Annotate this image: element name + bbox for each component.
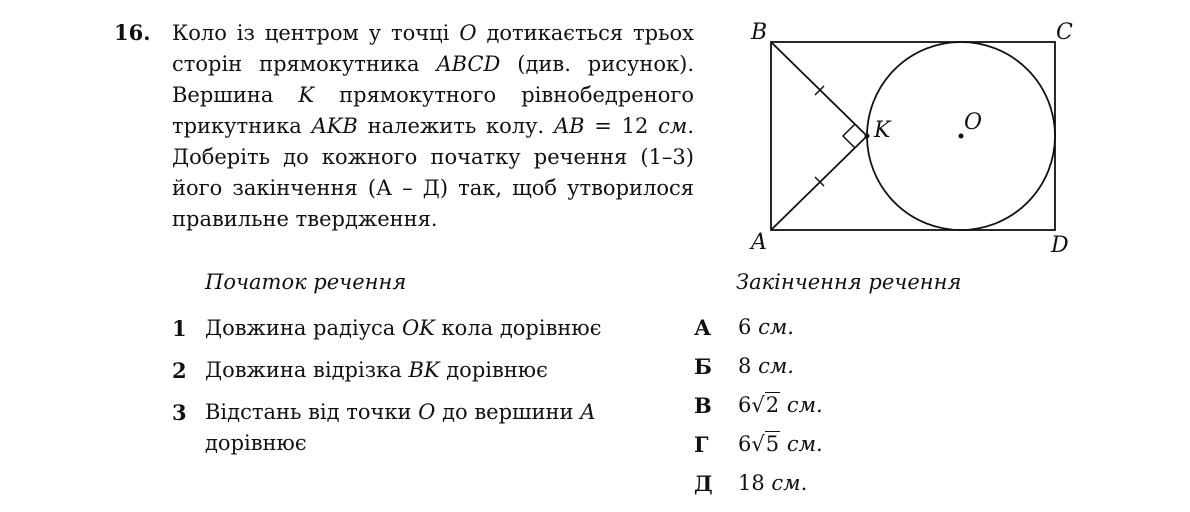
text-fragment: O (418, 400, 436, 424)
problem-line (172, 18, 694, 49)
label-d: D (1051, 233, 1069, 258)
text-fragment: A (580, 400, 596, 424)
text-fragment: OK (401, 316, 435, 340)
segment-ak (771, 136, 867, 230)
radicand: 5 (765, 432, 780, 456)
text-fragment: Довжина відрізка (205, 358, 409, 382)
sentence-ending-item (694, 468, 823, 507)
rectangle-abcd (771, 42, 1055, 230)
point-k (865, 134, 870, 139)
item-letter: В (694, 393, 712, 418)
text-fragment: Довжина радіуса (205, 316, 402, 340)
answer-value: 6 (738, 432, 752, 456)
problem-number: 16. (114, 20, 151, 45)
text-fragment: до вершини (435, 400, 581, 424)
sentence-ending-item (694, 351, 823, 390)
radical-sign-icon: √ (751, 393, 765, 417)
text-fragment: Коло із центром у точці (172, 21, 460, 45)
problem-line (172, 142, 694, 173)
point-o (959, 134, 964, 139)
radicand: 2 (765, 393, 780, 417)
text-fragment: дорівнює (205, 431, 307, 455)
problem-line (172, 173, 694, 204)
sentence-ending-item (694, 312, 823, 351)
unit-label: см. (771, 471, 808, 495)
text-fragment: AKB (311, 114, 358, 138)
item-letter: Б (694, 354, 712, 379)
unit-label: см. (758, 315, 794, 339)
text-fragment: O (459, 21, 477, 45)
problem-line (172, 49, 694, 80)
right-angle-marker (843, 124, 855, 148)
square-root (751, 392, 780, 417)
label-k: K (874, 118, 891, 143)
sentence-start-item (172, 397, 642, 459)
label-o: O (964, 110, 983, 135)
square-root (751, 431, 780, 456)
answer-value: 18 (738, 471, 765, 495)
label-c: C (1056, 20, 1073, 45)
unit-label: см. (786, 393, 823, 417)
item-number: 3 (172, 400, 187, 425)
text-fragment: AB (553, 114, 585, 138)
unit-label: см. (758, 354, 794, 378)
answer-value: 6 (738, 393, 752, 417)
text-fragment: правильне твердження. (172, 207, 438, 231)
sentence-start-item (172, 313, 642, 344)
item-number: 1 (172, 316, 187, 341)
sentence-endings-list (694, 312, 823, 507)
text-fragment: BK (408, 358, 440, 382)
text-fragment: см. (658, 114, 694, 138)
problem-line (172, 80, 694, 111)
answer-value: 8 (738, 354, 752, 378)
text-fragment: Відстань від точки (205, 400, 419, 424)
geometry-figure (740, 15, 1085, 260)
item-letter: А (694, 315, 712, 340)
label-b: B (751, 20, 768, 45)
problem-line (172, 111, 694, 142)
text-fragment: ABCD (436, 52, 501, 76)
unit-label: см. (786, 432, 823, 456)
label-a: A (751, 230, 767, 255)
item-letter: Г (694, 432, 709, 457)
text-fragment: трикутника (172, 114, 312, 138)
text-fragment: K (298, 83, 315, 107)
ends-heading: Закінчення речення (736, 270, 962, 294)
segment-bk (771, 42, 867, 136)
sentence-start-item (172, 355, 642, 386)
text-fragment: його закінчення (А – Д) так, щоб утворилося (172, 176, 694, 200)
text-fragment: дорівнює (439, 358, 548, 382)
text-fragment: (див. рисунок). (500, 52, 694, 76)
starts-heading: Початок речення (205, 270, 407, 294)
item-letter: Д (694, 471, 713, 496)
text-fragment: належить колу. (357, 114, 554, 138)
text-fragment: Доберіть до кожного початку речення (1–3) (172, 145, 694, 169)
radical-sign-icon: √ (751, 432, 765, 456)
text-fragment: сторін прямокутника (172, 52, 437, 76)
text-fragment: кола дорівнює (434, 316, 602, 340)
text-fragment: = 12 (584, 114, 659, 138)
item-number: 2 (172, 358, 187, 383)
problem-line (172, 204, 694, 235)
problem-text (172, 18, 694, 235)
sentence-ending-item (694, 429, 823, 468)
sentence-ending-item (694, 390, 823, 429)
answer-value: 6 (738, 315, 752, 339)
text-fragment: дотикається трьох (476, 21, 694, 45)
sentence-starts-list (172, 313, 642, 470)
text-fragment: прямокутного рівнобедреного (314, 83, 695, 107)
text-fragment: Вершина (172, 83, 299, 107)
